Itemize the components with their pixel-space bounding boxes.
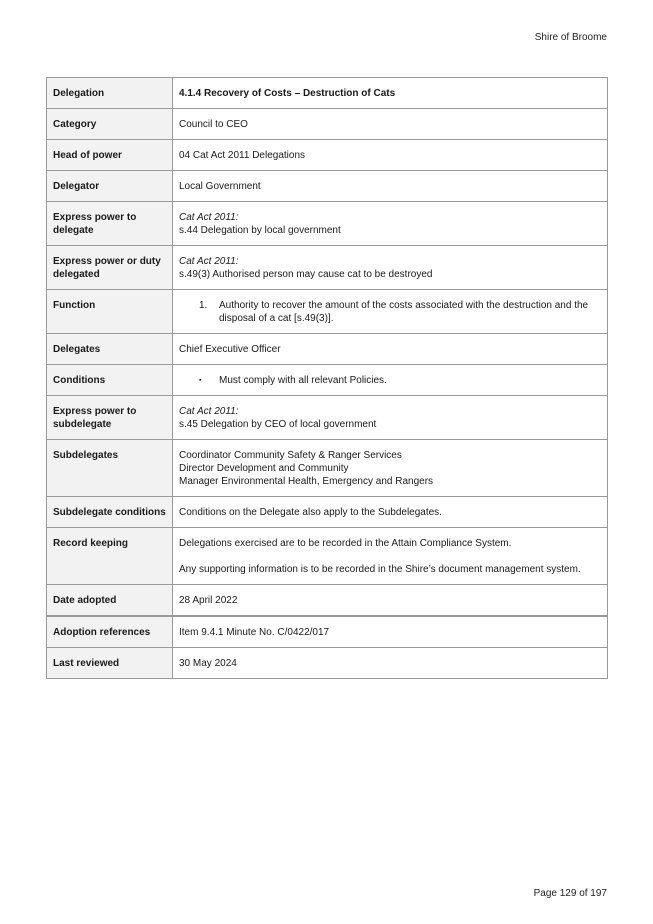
row-function xyxy=(47,290,608,334)
row-last-reviewed xyxy=(47,648,608,679)
row-label: Last reviewed xyxy=(47,648,173,679)
row-label: Date adopted xyxy=(47,585,173,617)
row-express-power-or-duty-delegated xyxy=(47,246,608,290)
row-record-keeping xyxy=(47,528,608,585)
last-reviewed-value: 30 May 2024 xyxy=(173,648,608,679)
row-label: Record keeping xyxy=(47,528,173,585)
row-delegator xyxy=(47,171,608,202)
row-label: Delegation xyxy=(47,78,173,109)
row-label: Subdelegates xyxy=(47,440,173,497)
row-category xyxy=(47,109,608,140)
head-of-power-value: 04 Cat Act 2011 Delegations xyxy=(173,140,608,171)
delegation-title: 4.1.4 Recovery of Costs – Destruction of Cats xyxy=(173,78,608,109)
subdelegate-line: Director Development and Community xyxy=(179,463,349,474)
row-delegates xyxy=(47,334,608,365)
subdelegate-line: Manager Environmental Health, Emergency and Rangers xyxy=(179,476,434,487)
subdelegates-value xyxy=(173,440,608,497)
row-label: Express power to delegate xyxy=(47,202,173,246)
numbered-list-item xyxy=(179,299,601,325)
subdelegate-line: Coordinator Community Safety & Ranger Services xyxy=(179,450,402,461)
delegator-value: Local Government xyxy=(173,171,608,202)
list-text: Must comply with all relevant Policies. xyxy=(219,375,387,386)
list-text: Authority to recover the amount of the costs associated with the destruction and the disposal of a cat [s.49(3)]. xyxy=(219,300,589,324)
row-label: Function xyxy=(47,290,173,334)
act-section: s.45 Delegation by CEO of local government xyxy=(179,419,377,430)
row-label: Delegates xyxy=(47,334,173,365)
row-label: Head of power xyxy=(47,140,173,171)
list-number: 1. xyxy=(199,300,208,311)
adoption-references-value: Item 9.4.1 Minute No. C/0422/017 xyxy=(173,616,608,648)
row-head-of-power xyxy=(47,140,608,171)
act-name: Cat Act 2011: xyxy=(179,406,239,417)
row-conditions xyxy=(47,365,608,396)
subdelegate-conditions-value: Conditions on the Delegate also apply to the Subdelegates. xyxy=(173,497,608,528)
row-label: Adoption references xyxy=(47,616,173,648)
bullet-list-item xyxy=(179,374,601,387)
row-subdelegates xyxy=(47,440,608,497)
act-section: s.49(3) Authorised person may cause cat to be destroyed xyxy=(179,269,433,280)
row-express-power-to-delegate xyxy=(47,202,608,246)
row-date-adopted xyxy=(47,585,608,617)
row-label: Subdelegate conditions xyxy=(47,497,173,528)
express-power-or-duty-delegated-value xyxy=(173,246,608,290)
record-keeping-value xyxy=(173,528,608,585)
date-adopted-value: 28 April 2022 xyxy=(173,585,608,617)
delegation-table xyxy=(46,77,608,679)
conditions-value xyxy=(173,365,608,396)
act-name: Cat Act 2011: xyxy=(179,256,239,267)
delegates-value: Chief Executive Officer xyxy=(173,334,608,365)
record-keeping-paragraph: Delegations exercised are to be recorded in the Attain Compliance System. xyxy=(179,538,512,549)
page-number: Page 129 of 197 xyxy=(533,888,607,899)
row-delegation xyxy=(47,78,608,109)
express-power-to-subdelegate-value xyxy=(173,396,608,440)
row-label: Conditions xyxy=(47,365,173,396)
act-section: s.44 Delegation by local government xyxy=(179,225,341,236)
category-value: Council to CEO xyxy=(173,109,608,140)
act-name: Cat Act 2011: xyxy=(179,212,239,223)
record-keeping-paragraph: Any supporting information is to be recorded in the Shire’s document management system. xyxy=(179,564,581,575)
row-label: Express power or duty delegated xyxy=(47,246,173,290)
row-express-power-to-subdelegate xyxy=(47,396,608,440)
function-value xyxy=(173,290,608,334)
row-label: Delegator xyxy=(47,171,173,202)
paragraph-spacer xyxy=(179,550,601,563)
row-label: Category xyxy=(47,109,173,140)
header-organisation-name: Shire of Broome xyxy=(534,32,607,43)
row-label: Express power to subdelegate xyxy=(47,396,173,440)
square-bullet-icon: ▪ xyxy=(199,377,202,384)
row-adoption-references xyxy=(47,616,608,648)
express-power-to-delegate-value xyxy=(173,202,608,246)
row-subdelegate-conditions xyxy=(47,497,608,528)
